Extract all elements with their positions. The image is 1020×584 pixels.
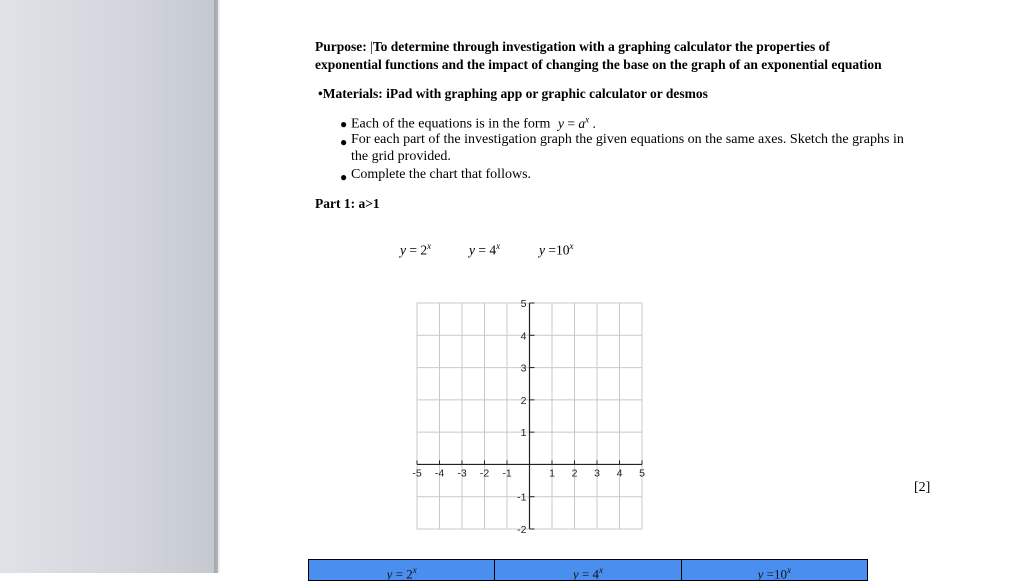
th1-lhs: y: [386, 566, 393, 582]
bullet-icon: ●: [340, 135, 348, 149]
y-tick-label: 3: [520, 362, 527, 375]
formula-end: .: [592, 115, 596, 131]
eq2-base: 4: [489, 242, 497, 258]
materials-line: [318, 86, 708, 102]
eq1-eq: =: [406, 242, 421, 258]
th2-eq: =: [578, 566, 593, 582]
purpose-line-1: [315, 39, 830, 55]
table-header-cell: [682, 560, 867, 580]
x-tick-label: -2: [479, 467, 490, 480]
y-tick-label: -2: [517, 524, 527, 536]
x-tick-label: -1: [502, 467, 512, 480]
table-header-cell: [309, 560, 495, 580]
y-tick-label: -1: [517, 491, 527, 504]
th2-base: 4: [592, 566, 600, 582]
th1-exp: x: [412, 565, 417, 575]
y-tick-label: 1: [520, 427, 527, 440]
y-tick-label: 4: [520, 330, 527, 343]
bullet-2-line-1: For each part of the investigation graph the given equations on the same axes. Sketch the graphs in: [351, 132, 904, 147]
x-tick-label: 1: [549, 467, 555, 480]
equation-3: [539, 241, 574, 259]
x-tick-label: 2: [571, 467, 578, 480]
th2-lhs: y: [572, 566, 579, 582]
y-tick-label: 5: [520, 298, 527, 310]
th3-base: 10: [774, 566, 787, 582]
eq2-lhs: y: [469, 242, 475, 258]
materials-text: Materials: iPad with graphing app or graphic calculator or desmos: [322, 86, 708, 101]
formula-y: y: [557, 115, 564, 131]
th1-eq: =: [392, 566, 407, 582]
part-heading: Part 1: a>1: [315, 196, 380, 211]
x-tick-label: -5: [412, 467, 422, 480]
x-tick-label: -4: [434, 467, 445, 480]
th1-base: 2: [406, 566, 413, 582]
x-tick-label: 5: [639, 467, 645, 480]
equation-1: [400, 241, 431, 259]
y-tick-label: 2: [520, 394, 527, 407]
purpose-line-2: exponential functions and the impact of changing the base on the graph of an exponential equation: [315, 57, 882, 72]
form-formula: [558, 116, 596, 131]
equation-2: [469, 241, 500, 259]
eq2-eq: =: [475, 242, 490, 258]
left-margin-gutter: [0, 0, 218, 573]
th2-exp: x: [599, 565, 604, 575]
th3-eq: =: [763, 566, 774, 582]
bullet-1: [351, 114, 596, 133]
bullet-2-line-2: the grid provided.: [351, 149, 451, 164]
bullet-icon: ●: [340, 117, 348, 131]
formula-a: a: [578, 115, 586, 131]
th3-lhs: y: [757, 566, 764, 582]
x-tick-label: 4: [616, 467, 623, 480]
bullet-icon: ●: [340, 170, 348, 184]
eq2-exp: x: [496, 241, 501, 251]
eq3-eq: =: [545, 242, 556, 258]
x-tick-label: -3: [457, 467, 467, 480]
th3-exp: x: [787, 565, 791, 575]
formula-eq: =: [567, 115, 575, 131]
coordinate-grid: [395, 295, 655, 540]
comparison-table-header: [308, 559, 868, 581]
purpose-text: To determine through investigation with a graphing calculator the properties of: [372, 39, 830, 54]
eq3-lhs: y: [539, 242, 545, 258]
eq3-exp: x: [569, 241, 574, 251]
x-tick-label: 3: [594, 467, 600, 480]
purpose-label: Purpose:: [315, 39, 367, 54]
eq1-lhs: y: [400, 242, 406, 258]
bullet-dot: •: [318, 86, 323, 101]
eq3-base: 10: [556, 242, 570, 258]
formula-exp: x: [585, 114, 590, 124]
eq1-base: 2: [420, 242, 428, 258]
text-cursor: |: [370, 39, 373, 54]
bullet-1-text: Each of the equations is in the form: [351, 116, 551, 132]
bullet-3: Complete the chart that follows.: [351, 167, 532, 182]
eq1-exp: x: [427, 241, 432, 251]
marks-label: [2]: [914, 480, 931, 495]
table-header-cell: [495, 560, 681, 580]
